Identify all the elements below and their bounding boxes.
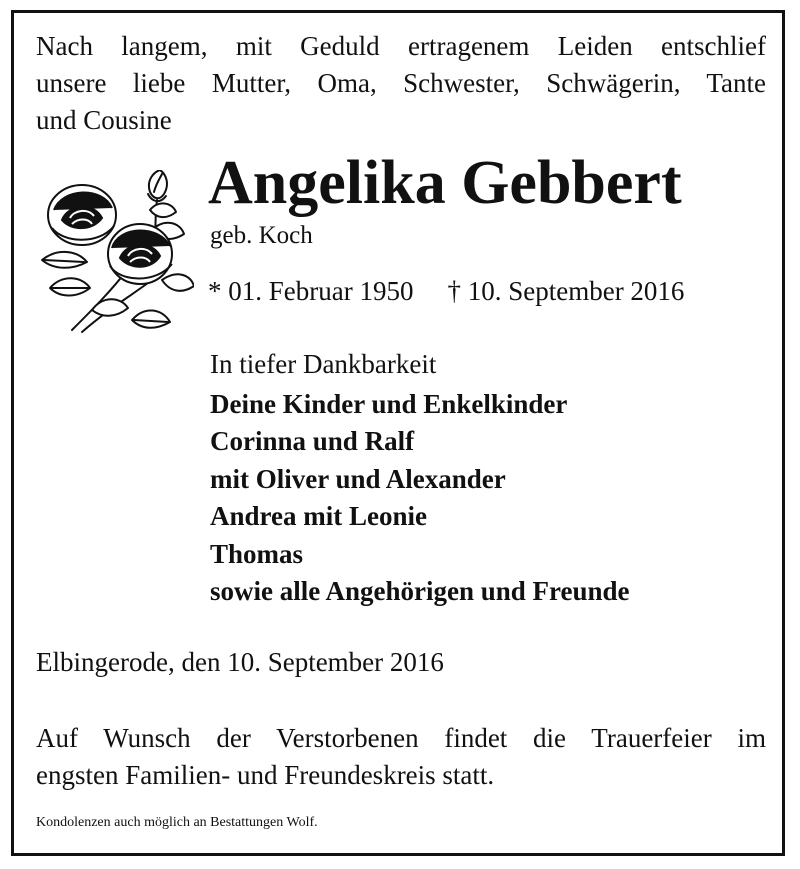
maiden-name: geb. Koch bbox=[210, 222, 313, 249]
intro-line: Nach langem, mit Geduld ertragenem Leiden entschlief bbox=[36, 31, 766, 61]
intro-line: und Cousine bbox=[36, 105, 172, 135]
thanks-line: In tiefer Dankbarkeit bbox=[210, 349, 437, 379]
intro-text bbox=[36, 28, 766, 139]
mourner-line: Andrea mit Leonie bbox=[210, 501, 427, 532]
death-date: † 10. September 2016 bbox=[447, 276, 685, 306]
birth-date: * 01. Februar 1950 bbox=[208, 276, 414, 306]
closing-line: Auf Wunsch der Verstorbenen findet die Trauerfeier im bbox=[36, 723, 766, 753]
place-and-date: Elbingerode, den 10. September 2016 bbox=[36, 647, 444, 677]
mourner-line: Corinna und Ralf bbox=[210, 426, 415, 457]
closing-text bbox=[36, 720, 766, 794]
closing-line: engsten Familien- und Freundeskreis statt. bbox=[36, 760, 495, 790]
deceased-name: Angelika Gebbert bbox=[208, 149, 682, 217]
mourner-line: mit Oliver und Alexander bbox=[210, 463, 506, 494]
roses-icon bbox=[32, 170, 194, 336]
life-dates bbox=[208, 272, 684, 310]
condolence-note: Kondolenzen auch möglich an Bestattungen Wolf. bbox=[36, 815, 318, 830]
mourner-line: Deine Kinder und Enkelkinder bbox=[210, 389, 568, 419]
mourner-line: Thomas bbox=[210, 538, 304, 569]
mourner-line: sowie alle Angehörigen und Freunde bbox=[210, 576, 630, 607]
mourners-list bbox=[210, 386, 630, 610]
intro-line: unsere liebe Mutter, Oma, Schwester, Schwägerin, Tante bbox=[36, 68, 766, 98]
